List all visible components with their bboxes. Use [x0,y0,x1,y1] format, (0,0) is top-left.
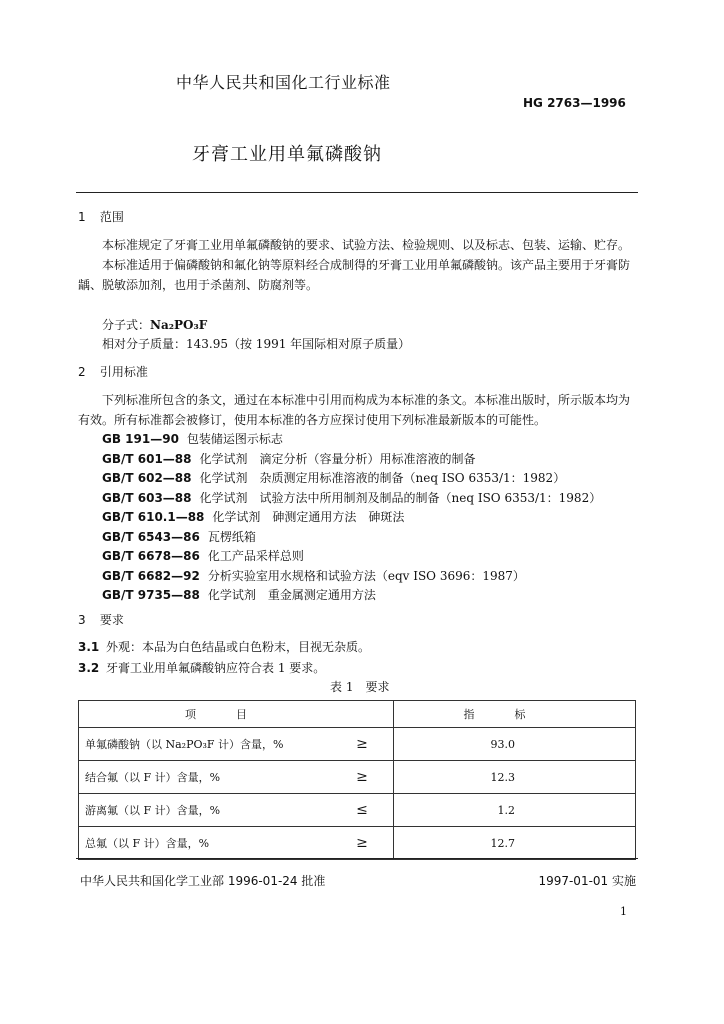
section-number: 3 [78,613,86,627]
row-operator: ≤ [331,794,394,827]
table-row [79,794,636,827]
reference-code: GB/T 6682—92 [102,568,200,583]
reference-title: 化学试剂 砷测定通用方法 砷斑法 [212,510,405,524]
requirement-3-2 [78,659,325,676]
reference-list [102,430,601,606]
reference-title: 化学试剂 滴定分析（容量分析）用标准溶液的制备 [199,451,476,466]
reference-item [102,469,601,489]
clause-text: 外观：本品为白色结晶或白色粉末，目视无杂质。 [106,640,371,654]
reference-title: 化学试剂 试验方法中所用制剂及制品的制备（neq ISO 6353/1：1982） [199,490,602,505]
paragraph: 本标准规定了牙膏工业用单氟磷酸钠的要求、试验方法、检验规则、以及标志、包装、运输、贮存。 [102,238,631,252]
row-value: 12.3 [394,761,636,794]
section-title: 要求 [99,613,124,627]
requirement-3-1 [78,638,370,655]
row-operator: ≥ [331,761,394,794]
requirements-table [78,700,636,860]
table-row [79,761,636,794]
implementation-date: 1997-01-01 实施 [538,874,636,888]
formula-label: 分子式： [102,318,151,332]
row-item: 单氟磷酸钠（以 Na₂PO₃F 计）含量，% [79,728,332,761]
table-row [79,728,636,761]
section-number: 2 [78,365,86,379]
reference-title: 化学试剂 杂质测定用标准溶液的制备（neq ISO 6353/1：1982） [199,471,566,485]
clause-number: 3.2 [78,661,100,675]
reference-title: 化工产品采样总则 [207,549,304,563]
reference-item [102,528,601,548]
reference-item [102,547,601,567]
row-value: 93.0 [394,728,636,761]
row-item: 游离氟（以 F 计）含量，% [79,794,332,827]
table-header-row [79,701,636,728]
reference-item [102,430,601,450]
clause-text: 牙膏工业用单氟磷酸钠应符合表 1 要求。 [106,661,326,675]
reference-code: GB/T 602—88 [102,471,192,485]
reference-code: GB/T 6678—86 [102,549,200,563]
formula-value: Na₂PO₃F [150,318,208,332]
table-row [79,827,636,860]
standard-code: HG 2763—1996 [523,96,626,110]
section-3-heading [78,611,124,628]
page-number: 1 [620,905,627,918]
reference-title: 包装储运图示标志 [186,432,283,446]
reference-title: 瓦楞纸箱 [207,529,256,544]
section-1-body [78,235,638,295]
row-operator: ≥ [331,827,394,860]
approval-line: 中华人民共和国化学工业部 1996-01-24 批准 [80,874,326,888]
document-title: 牙膏工业用单氟磷酸钠 [192,144,382,165]
column-header-spec: 指标 [394,701,636,728]
section-title: 范围 [99,210,124,224]
reference-code: GB 191—90 [102,432,179,446]
reference-code: GB/T 9735—88 [102,588,200,602]
row-item: 结合氟（以 F 计）含量，% [79,761,332,794]
row-item: 总氟（以 F 计）含量，% [79,827,332,860]
paragraph: 本标准适用于偏磷酸钠和氟化钠等原料经合成制得的牙膏工业用单氟磷酸钠。该产品主要用于牙膏防龋、脱敏添加剂，也用于杀菌剂、防腐剂等。 [78,258,631,292]
reference-item [102,586,601,606]
column-header-item: 项目 [79,701,394,728]
section-2-intro [78,390,638,430]
reference-code: GB/T 603—88 [102,490,192,505]
section-2-heading [78,363,148,380]
footer-divider [76,858,638,859]
table-caption: 表 1 要求 [330,680,390,694]
reference-item [102,508,601,528]
reference-code: GB/T 601—88 [102,451,192,466]
reference-title: 分析实验室用水规格和试验方法（eqv ISO 3696：1987） [207,568,525,583]
section-title: 引用标准 [99,365,148,379]
molecular-formula [102,316,207,333]
issuing-body: 中华人民共和国化工行业标准 [176,73,391,92]
row-value: 1.2 [394,794,636,827]
row-value: 12.7 [394,827,636,860]
reference-code: GB/T 6543—86 [102,529,200,544]
reference-item [102,450,601,470]
paragraph: 下列标准所包含的条文，通过在本标准中引用而构成为本标准的条文。本标准出版时，所示版本均为有效。所有标准都会被修订，使用本标准的各方应探讨使用下列标准最新版本的可能性。 [78,393,631,427]
header-divider [76,192,638,193]
reference-code: GB/T 610.1—88 [102,510,205,524]
section-number: 1 [78,210,86,224]
row-operator: ≥ [331,728,394,761]
molecular-mass: 相对分子质量：143.95（按 1991 年国际相对原子质量） [102,337,411,351]
section-1-heading [78,208,124,225]
reference-title: 化学试剂 重金属测定通用方法 [207,588,376,602]
reference-item [102,489,601,509]
reference-item [102,567,601,587]
clause-number: 3.1 [78,640,100,654]
